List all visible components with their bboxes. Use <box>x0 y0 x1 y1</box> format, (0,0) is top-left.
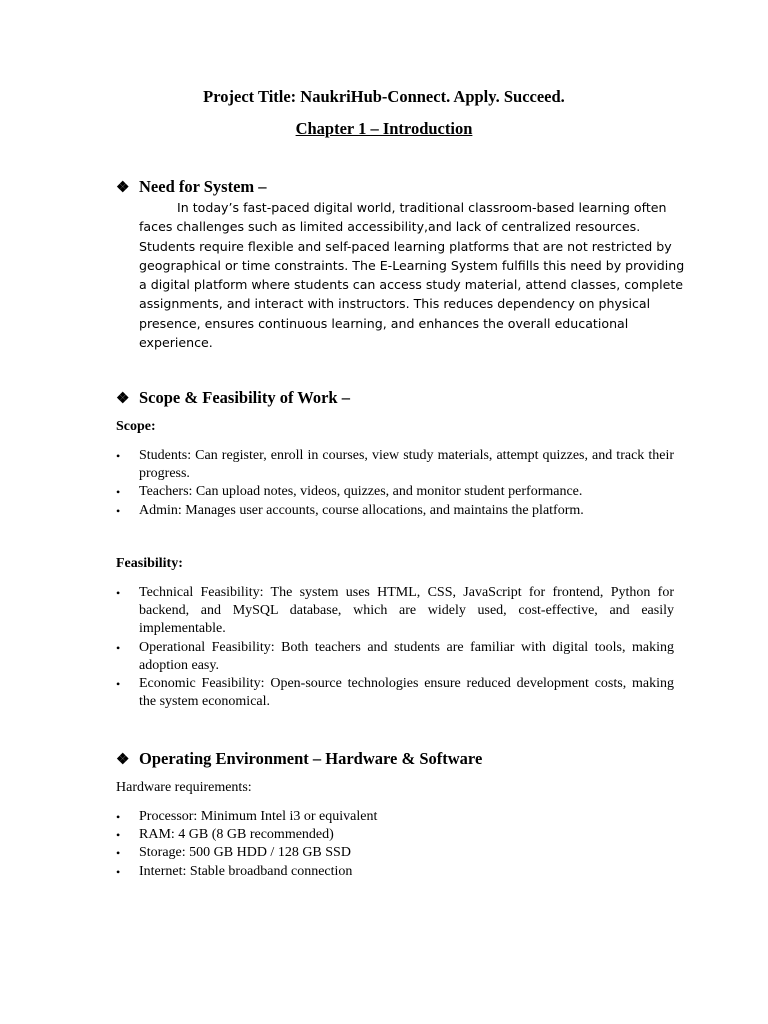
chapter-title: Chapter 1 – Introduction <box>295 119 473 138</box>
list-item <box>116 826 674 844</box>
operating-environment-heading <box>116 749 482 769</box>
paragraph-line: Students require flexible and self-paced learning platforms that are not restricted by <box>139 238 672 254</box>
list-item-text: Storage: 500 GB HDD / 128 GB SSD <box>139 845 351 861</box>
need-for-system-paragraph <box>139 198 685 352</box>
bullet-icon: • <box>116 503 121 518</box>
list-item <box>116 483 674 501</box>
scope-list <box>116 447 674 520</box>
list-item <box>116 675 674 711</box>
diamond-bullet-icon: ❖ <box>116 390 130 407</box>
bullet-icon: • <box>116 677 121 692</box>
list-item <box>116 808 674 826</box>
bullet-icon: • <box>116 586 121 600</box>
paragraph-line: assignments, and interact with instructors. This reduces dependency on physical <box>139 296 651 312</box>
scope-feasibility-heading-text: Scope & Feasibility of Work – <box>139 388 350 407</box>
list-item <box>116 863 674 881</box>
list-item-text: Processor: Minimum Intel i3 or equivalent <box>139 809 378 824</box>
list-item <box>116 502 674 520</box>
hardware-label: Hardware requirements: <box>116 780 252 795</box>
project-title: Project Title: NaukriHub-Connect. Apply. Succeed. <box>203 87 565 106</box>
bullet-icon: • <box>116 864 121 879</box>
list-item <box>116 639 674 675</box>
list-item-text: Operational Feasibility: Both teachers and students are familiar with digital tools, making adoption easy. <box>139 639 674 673</box>
diamond-bullet-icon: ❖ <box>116 179 130 196</box>
list-item <box>116 844 674 862</box>
hardware-list <box>116 808 674 881</box>
paragraph-line: a digital platform where students can access study material, attend classes, complete <box>139 277 684 293</box>
diamond-bullet-icon: ❖ <box>116 751 130 768</box>
list-item <box>116 447 674 483</box>
bullet-icon: • <box>116 846 121 861</box>
paragraph-line: faces challenges such as limited accessibility,and lack of centralized resources. <box>139 219 641 235</box>
feasibility-label: Feasibility: <box>116 556 183 571</box>
operating-environment-heading-text: Operating Environment – Hardware & Software <box>139 749 483 768</box>
list-item-text: Economic Feasibility: Open-source technologies ensure reduced development costs, making the system economical. <box>139 676 674 710</box>
bullet-icon: • <box>116 828 121 843</box>
list-item <box>116 584 674 639</box>
list-item-text: Technical Feasibility: The system uses HTML, CSS, JavaScript for frontend, Python for backend, and MySQL database, which are widely used, cost-effective, and easily implementable. <box>139 585 674 637</box>
list-item-text: Students: Can register, enroll in courses, view study materials, attempt quizzes, and track their progress. <box>139 448 674 482</box>
bullet-icon: • <box>116 485 121 500</box>
list-item-text: RAM: 4 GB (8 GB recommended) <box>139 827 334 843</box>
bullet-icon: • <box>116 810 121 824</box>
bullet-icon: • <box>116 449 121 463</box>
paragraph-line: In today’s fast-paced digital world, traditional classroom-based learning often <box>177 200 667 215</box>
list-item-text: Admin: Manages user accounts, course allocations, and maintains the platform. <box>139 502 584 518</box>
paragraph-line: geographical or time constraints. The E-Learning System fulfills this need by providing <box>139 257 685 273</box>
scope-label: Scope: <box>116 419 156 434</box>
scope-feasibility-heading <box>116 388 350 408</box>
need-for-system-heading <box>116 177 267 197</box>
paragraph-line: experience. <box>139 335 213 351</box>
feasibility-list <box>116 584 674 711</box>
list-item-text: Internet: Stable broadband connection <box>139 863 353 879</box>
list-item-text: Teachers: Can upload notes, videos, quizzes, and monitor student performance. <box>139 484 583 500</box>
paragraph-line: presence, ensures continuous learning, and enhances the overall educational <box>139 315 629 331</box>
need-for-system-heading-text: Need for System – <box>139 177 267 196</box>
bullet-icon: • <box>116 640 121 655</box>
